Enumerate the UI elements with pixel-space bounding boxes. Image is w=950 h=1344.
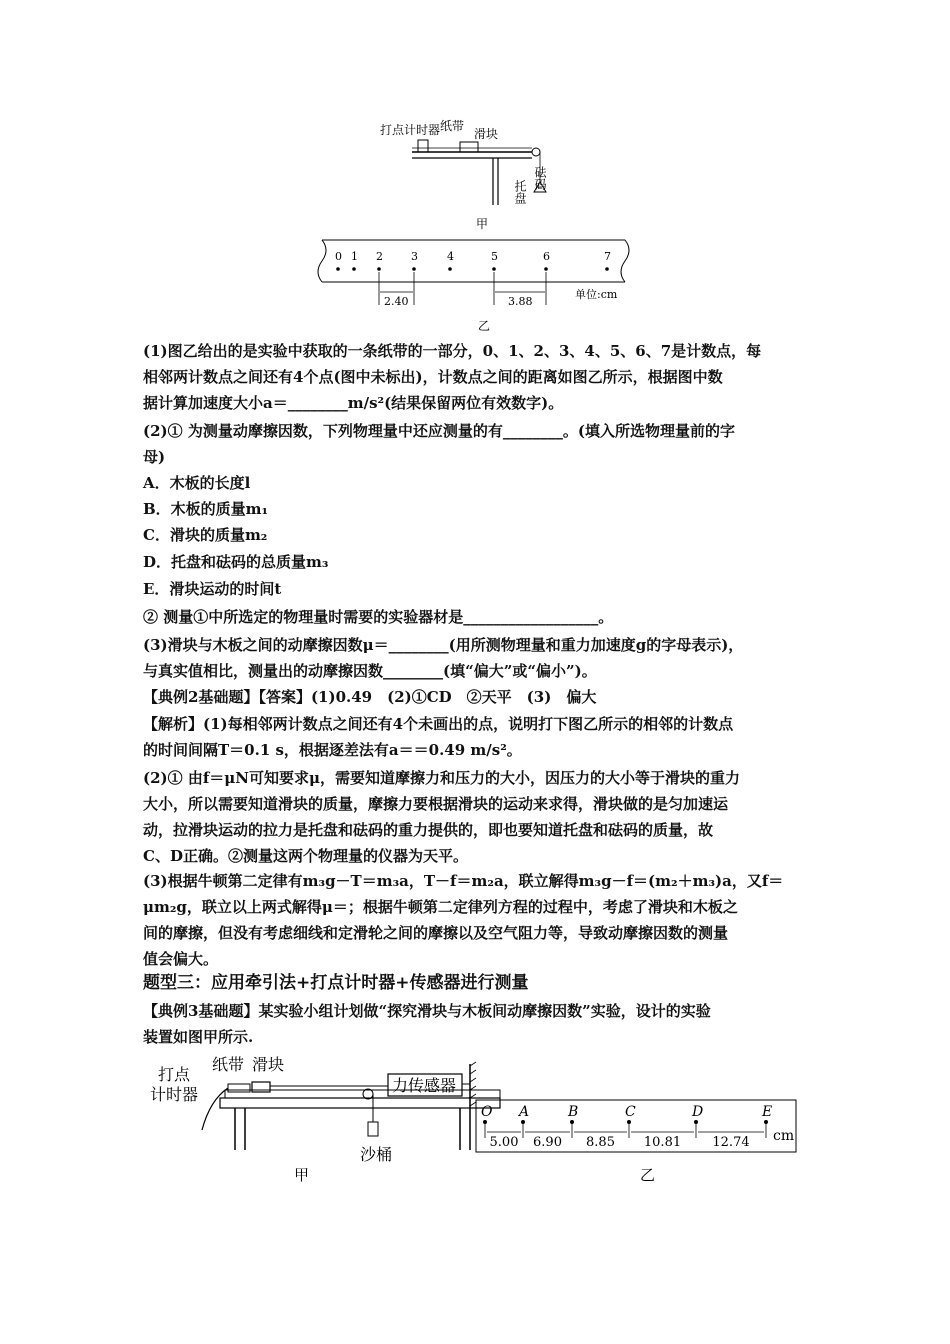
tape-2-point-label: A (519, 1104, 530, 1120)
tape-point-label: 3 (411, 250, 418, 263)
tape-2-distance-label: 6.90 (533, 1135, 562, 1150)
tray-label: 托盘 (513, 180, 527, 204)
tape-2-point-label: D (692, 1104, 704, 1120)
option-d: D．托盘和砝码的总质量m₃ (143, 553, 329, 571)
q1-line1: (1)图乙给出的是实验中获取的一条纸带的一部分，0、1、2、3、4、5、6、7是计数点，每 (143, 342, 762, 360)
weights-label: 砝码 (533, 166, 547, 190)
q2-line2: 母) (143, 448, 166, 466)
tape-label-2: 纸带 (212, 1055, 245, 1074)
analysis-3-line1: (3)根据牛顿第二定律有m₃g－T＝m₃a，T－f＝m₂a，联立解得m₃g－f＝(m₂＋m₃)a，又f＝ (143, 872, 784, 890)
distance-2-3: 2.40 (384, 295, 409, 308)
tape-point-label: 5 (491, 250, 498, 263)
tape-2-point-label: O (481, 1104, 493, 1120)
q1-line3: 据计算加速度大小a＝________m/s²(结果保留两位有效数字)。 (143, 394, 564, 412)
sensor-label: 力传感器 (392, 1076, 457, 1095)
q3-line1: (3)滑块与木板之间的动摩擦因数μ＝________(用所测物理量和重力加速度g的字母表示)， (143, 636, 744, 654)
q2-line1: (2)① 为测量动摩擦因数，下列物理量中还应测量的有________。(填入所选物理量前的字 (143, 422, 735, 440)
q1-line2: 相邻两计数点之间还有4个点(图中未标出)，计数点之间的距离如图乙所示，根据图中数 (143, 368, 723, 386)
tape-label: 纸带 (440, 119, 465, 133)
tape-2-distance-label: 12.74 (712, 1135, 750, 1150)
analysis-2-line4: C、D正确。②测量这两个物理量的仪器为天平。 (143, 847, 468, 865)
tape-2-distance-label: 10.81 (643, 1135, 682, 1150)
tape-2-point-label: E (762, 1104, 773, 1120)
caption-jia-2: 甲 (294, 1166, 310, 1184)
section-heading-3: 题型三：应用牵引法+打点计时器+传感器进行测量 (143, 973, 529, 993)
paper-tape (318, 240, 629, 282)
example-3-line1: 【典例3基础题】某实验小组计划做“探究滑块与木板间动摩擦因数”实验，设计的实验 (143, 1002, 711, 1020)
tape-point-label: 2 (376, 250, 383, 263)
tape-point-dot (544, 267, 548, 271)
analysis-1-line2: 的时间间隔T＝0.1 s，根据逐差法有a＝＝0.49 m/s²。 (143, 741, 522, 759)
analysis-1-line1: 【解析】(1)每相邻两计数点之间还有4个未画出的点，说明打下图乙所示的相邻的计数点 (143, 715, 734, 733)
analysis-3-line4: 值会偏大。 (143, 950, 219, 968)
option-e: E．滑块运动的时间t (143, 580, 282, 598)
q2-part2: ② 测量①中所选定的物理量时需要的实验器材是__________________。 (143, 608, 614, 626)
tape-point-dot (352, 267, 356, 271)
caption-yi-1: 乙 (478, 319, 491, 333)
block-label: 滑块 (474, 127, 499, 141)
analysis-3-line3: 间的摩擦，但没有考虑细线和定滑轮之间的摩擦以及空气阻力等，导致动摩擦因数的测量 (143, 924, 729, 942)
analysis-3-line2: μm₂g，联立以上两式解得μ＝；根据牛顿第二定律列方程的过程中，考虑了滑块和木板之 (143, 898, 738, 916)
tape-point-label: 1 (351, 250, 358, 263)
figure-2 (140, 1050, 810, 1185)
figure-1 (300, 110, 640, 340)
caption-jia-1: 甲 (476, 217, 489, 231)
tape-point-dot (412, 267, 416, 271)
analysis-2-line2: 大小，所以需要知道滑块的质量，摩擦力要根据滑块的运动来求得，滑块做的是匀加速运 (143, 795, 729, 813)
option-b: B．木板的质量m₁ (143, 500, 269, 518)
timer-label-line2: 计时器 (150, 1085, 199, 1104)
block-label-2: 滑块 (252, 1055, 285, 1074)
tape-2-points (481, 1104, 772, 1150)
tape-point-dot (336, 267, 340, 271)
tape-point-dot (605, 267, 609, 271)
q3-line2: 与真实值相比，测量出的动摩擦因数________(填“偏大”或“偏小”)。 (143, 662, 597, 680)
timer-label: 打点计时器 (380, 123, 441, 137)
example-3-line2: 装置如图甲所示. (143, 1028, 254, 1046)
tape-point-dot (448, 267, 452, 271)
timer-label-line1: 打点 (158, 1065, 191, 1084)
tape-2-distance-label: 5.00 (489, 1135, 519, 1150)
tape-2-point-label: C (625, 1104, 636, 1120)
tape-2-point-label: B (568, 1104, 579, 1120)
tape-points (335, 250, 611, 271)
bucket-label: 沙桶 (360, 1145, 393, 1164)
tape-point-label: 6 (543, 250, 550, 263)
unit-label-2: cm (773, 1128, 795, 1144)
option-a: A．木板的长度l (143, 474, 251, 492)
analysis-2-line3: 动，拉滑块运动的拉力是托盘和砝码的重力提供的，即也要知道托盘和砝码的质量，故 (143, 821, 714, 839)
option-c: C．滑块的质量m₂ (143, 526, 268, 544)
tape-2-distance-label: 8.85 (586, 1135, 615, 1150)
tape-point-dot (492, 267, 496, 271)
unit-label: 单位:cm (575, 288, 618, 301)
answer-line: 【典例2基础题】【答案】(1)0.49 (2)①CD ②天平 (3) 偏大 (143, 688, 597, 706)
tape-point-dot (377, 267, 381, 271)
tape-point-label: 7 (604, 250, 611, 263)
caption-yi-2: 乙 (640, 1166, 656, 1184)
distance-5-6: 3.88 (508, 295, 533, 308)
tape-point-label: 0 (335, 250, 342, 263)
tape-point-label: 4 (447, 250, 454, 263)
analysis-2-line1: (2)① 由f＝μN可知要求μ，需要知道摩擦力和压力的大小，因压力的大小等于滑块的重力 (143, 769, 740, 787)
